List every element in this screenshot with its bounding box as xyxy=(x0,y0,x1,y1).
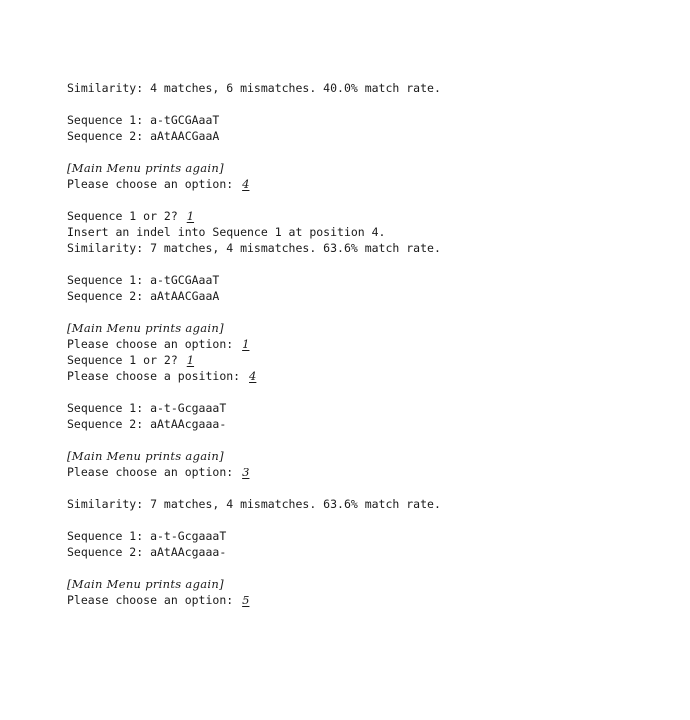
similarity-line: Similarity: 7 matches, 4 mismatches. 63.6% match rate. xyxy=(67,241,441,255)
sequence-1-line: Sequence 1: a-tGCGAaaT xyxy=(67,273,220,287)
option-input: 5 xyxy=(242,593,250,607)
menu-note-line xyxy=(67,576,667,592)
option-prompt-line xyxy=(67,336,667,352)
sequence-2-line: Sequence 2: aAtAACGaaA xyxy=(67,289,220,303)
sequence-choice-prompt: Sequence 1 or 2? xyxy=(67,209,178,223)
menu-note: [Main Menu prints again] xyxy=(67,321,224,335)
sequence-2-line: Sequence 2: aAtAAcgaaa- xyxy=(67,417,227,431)
option-prompt: Please choose an option: xyxy=(67,177,234,191)
menu-note-line xyxy=(67,320,667,336)
menu-note: [Main Menu prints again] xyxy=(67,577,224,591)
blank-line xyxy=(67,560,667,576)
sequence-2-line: Sequence 2: aAtAAcgaaa- xyxy=(67,545,227,559)
blank-line xyxy=(67,480,667,496)
position-prompt: Please choose a position: xyxy=(67,369,241,383)
option-prompt: Please choose an option: xyxy=(67,337,234,351)
option-prompt-line xyxy=(67,464,667,480)
console-transcript xyxy=(67,80,667,608)
sequence-1-line: Sequence 1: a-tGCGAaaT xyxy=(67,113,220,127)
option-prompt: Please choose an option: xyxy=(67,465,234,479)
option-prompt-line xyxy=(67,592,667,608)
blank-line xyxy=(67,96,667,112)
sequence-choice-input: 1 xyxy=(186,209,195,223)
option-prompt: Please choose an option: xyxy=(67,593,234,607)
blank-line xyxy=(67,304,667,320)
option-prompt-line xyxy=(67,176,667,192)
sequence-choice-line xyxy=(67,352,667,368)
blank-line xyxy=(67,144,667,160)
sequence-2-line: Sequence 2: aAtAACGaaA xyxy=(67,129,220,143)
option-input: 1 xyxy=(242,337,250,351)
insert-message-line: Insert an indel into Sequence 1 at position 4. xyxy=(67,225,386,239)
sequence-1-line: Sequence 1: a-t-GcgaaaT xyxy=(67,529,227,543)
blank-line xyxy=(67,256,667,272)
blank-line xyxy=(67,384,667,400)
sequence-choice-line xyxy=(67,208,667,224)
option-input: 3 xyxy=(242,465,250,479)
position-input: 4 xyxy=(249,369,257,383)
sequence-choice-prompt: Sequence 1 or 2? xyxy=(67,353,178,367)
sequence-1-line: Sequence 1: a-t-GcgaaaT xyxy=(67,401,227,415)
blank-line xyxy=(67,512,667,528)
menu-note-line xyxy=(67,160,667,176)
position-prompt-line xyxy=(67,368,667,384)
similarity-line: Similarity: 7 matches, 4 mismatches. 63.6% match rate. xyxy=(67,497,441,511)
blank-line xyxy=(67,432,667,448)
similarity-line: Similarity: 4 matches, 6 mismatches. 40.0% match rate. xyxy=(67,81,441,95)
option-input: 4 xyxy=(242,177,250,191)
menu-note: [Main Menu prints again] xyxy=(67,449,224,463)
menu-note-line xyxy=(67,448,667,464)
menu-note: [Main Menu prints again] xyxy=(67,161,224,175)
blank-line xyxy=(67,192,667,208)
sequence-choice-input: 1 xyxy=(186,353,195,367)
